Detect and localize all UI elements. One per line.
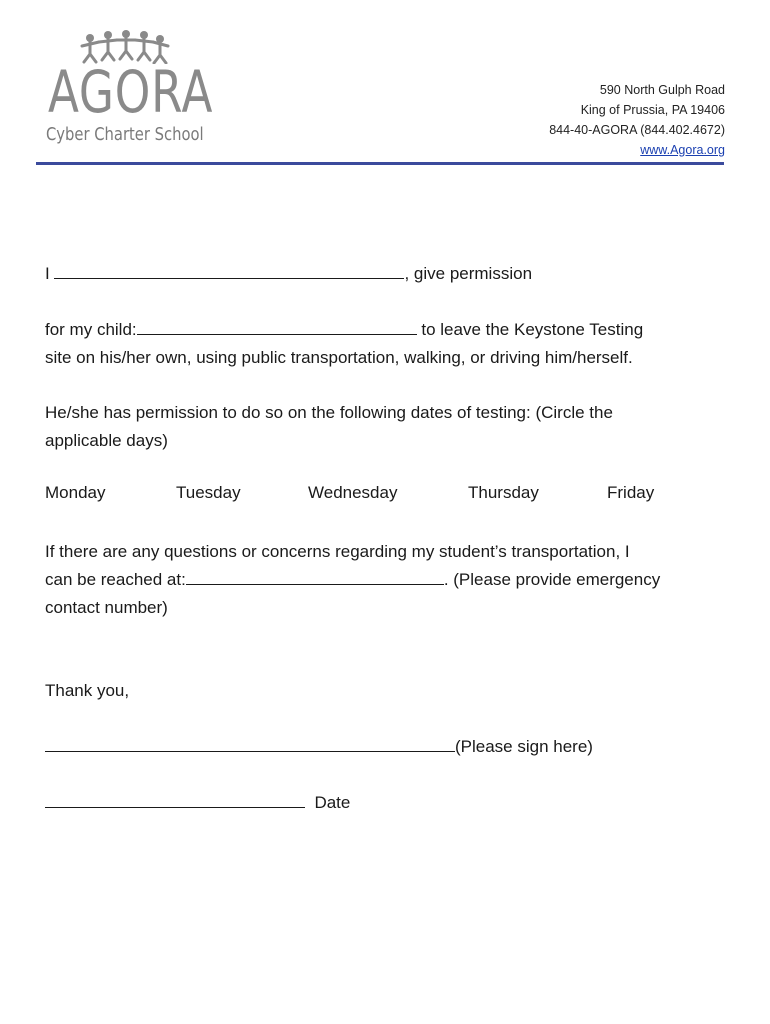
- transport-line: site on his/her own, using public transportation, walking, or driving him/herself.: [45, 348, 633, 367]
- contact-line-2: contact number): [45, 598, 168, 617]
- day-tuesday[interactable]: Tuesday: [176, 483, 241, 502]
- child-line: [45, 316, 643, 344]
- day-monday[interactable]: Monday: [45, 483, 106, 502]
- date-field[interactable]: [45, 789, 305, 808]
- contact-line: [45, 566, 660, 594]
- questions-line: If there are any questions or concerns regarding my student’s transportation, I: [45, 542, 630, 561]
- parent-name-field[interactable]: [54, 260, 404, 279]
- logo-wordmark: AGORA: [48, 58, 214, 126]
- closing: Thank you,: [45, 681, 130, 700]
- date-label: Date: [314, 793, 351, 812]
- date-line: [45, 789, 350, 817]
- day-friday[interactable]: Friday: [607, 483, 655, 502]
- line-prefix: for my child:: [45, 320, 137, 339]
- line-suffix: to leave the Keystone Testing: [416, 320, 644, 339]
- line-suffix: , give permission: [404, 264, 533, 283]
- line-suffix: . (Please provide emergency: [443, 570, 661, 589]
- agora-logo: [44, 30, 214, 150]
- dates-line: He/she has permission to do so on the following dates of testing: (Circle the: [45, 403, 613, 422]
- address-street: 590 North Gulph Road: [599, 83, 725, 97]
- day-thursday[interactable]: Thursday: [468, 483, 539, 502]
- day-wednesday[interactable]: Wednesday: [308, 483, 398, 502]
- phone-number: 844-40-AGORA (844.402.4672): [549, 123, 725, 137]
- permission-line: [45, 260, 532, 288]
- signature-label: (Please sign here): [455, 737, 593, 756]
- signature-line: [45, 733, 593, 761]
- header-divider: [36, 162, 724, 165]
- child-name-field[interactable]: [137, 316, 417, 335]
- website-link[interactable]: www.Agora.org: [640, 143, 725, 157]
- line-prefix: can be reached at:: [45, 570, 186, 589]
- dates-line-2: applicable days): [45, 431, 168, 450]
- logo-subtitle: Cyber Charter School: [46, 124, 204, 145]
- school-address: [549, 80, 725, 160]
- contact-number-field[interactable]: [186, 566, 444, 585]
- signature-field[interactable]: [45, 733, 455, 752]
- line-prefix: I: [45, 264, 50, 283]
- address-city: King of Prussia, PA 19406: [580, 103, 725, 117]
- letterhead: [0, 0, 770, 170]
